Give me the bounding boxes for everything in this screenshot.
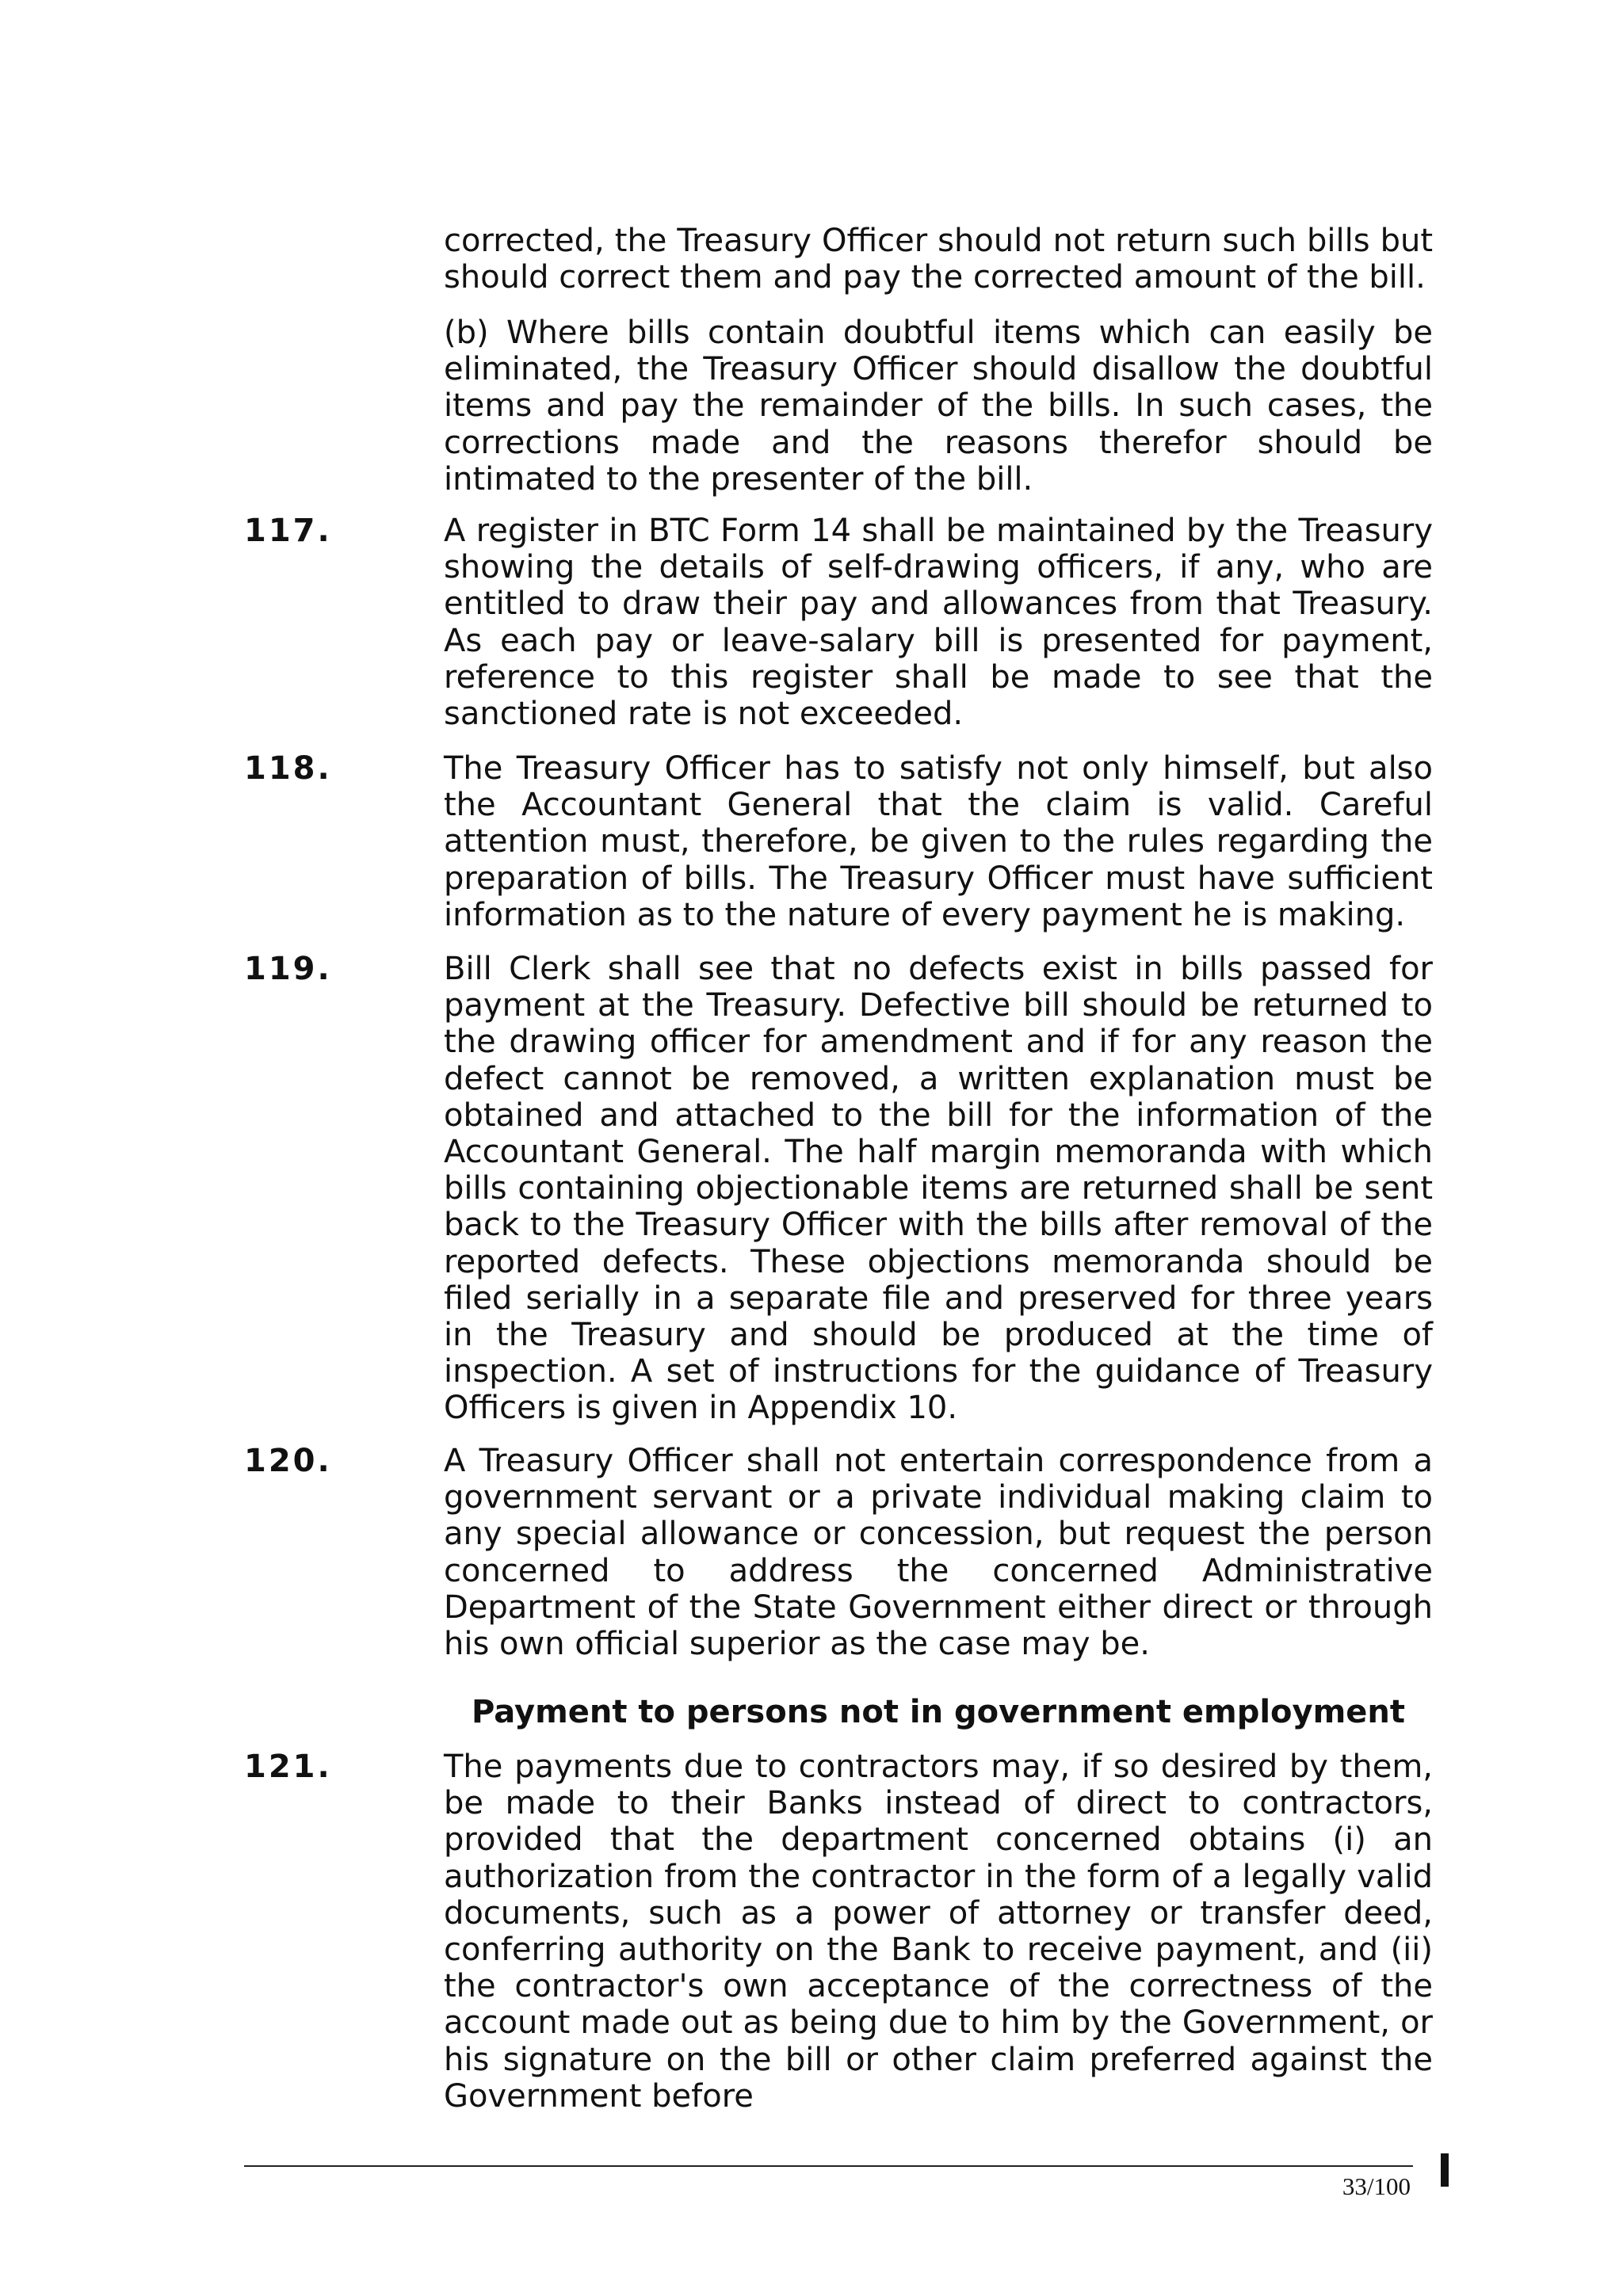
paragraph-120: A Treasury Officer shall not entertain correspondence from a government servant or a private individual making claim to any special allowance or concession, but request the person concerned to address the concerned Administrative Department of the State Government either direct or through his own official superior as the case may be. [444,1443,1433,1663]
section-number-117: 117. [244,513,332,549]
paragraph-b: (b) Where bills contain doubtful items which can easily be eliminated, the Treasury Officer should disallow the doubtful items and pay the remainder of the bills. In such cases, the corrections made and the reasons therefor should be intimated to the presenter of the bill. [444,315,1433,498]
paragraph-118: The Treasury Officer has to satisfy not only himself, but also the Accountant General that the claim is valid. Careful attention must, therefore, be given to the rules regarding the preparation of bills. The Treasury Officer must have sufficient information as to the nature of every payment he is making. [444,750,1433,933]
footer-rule [244,2165,1413,2167]
section-number-119: 119. [244,951,332,987]
section-number-120: 120. [244,1443,332,1479]
section-number-121: 121. [244,1749,332,1785]
paragraph-continuation: corrected, the Treasury Officer should not return such bills but should correct them and pay the corrected amount of the bill. [444,223,1433,296]
paragraph-119: Bill Clerk shall see that no defects exist in bills passed for payment at the Treasury. Defective bill should be returned to the drawing officer for amendment and if for any reason the defect cannot be removed, a written explanation must be obtained and attached to the bill for the information of the Accountant General. The half margin memoranda with which bills containing objectionable items are returned shall be sent back to the Treasury Officer with the bills after removal of the reported defects. These objections memoranda should be filed serially in a separate file and preserved for three years in the Treasury and should be produced at the time of inspection. A set of instructions for the guidance of Treasury Officers is given in Appendix 10. [444,951,1433,1427]
section-number-118: 118. [244,750,332,787]
page-number: 33/100 [1342,2172,1411,2200]
footer-bar [1441,2153,1449,2187]
paragraph-121: The payments due to contractors may, if so desired by them, be made to their Banks instead of direct to contractors, provided that the department concerned obtains (i) an authorization from the contractor in the form of a legally valid documents, such as a power of attorney or transfer deed, conferring authority on the Bank to receive payment, and (ii) the contractor's own acceptance of the correctness of the account made out as being due to him by the Government, or his signature on the bill or other claim preferred against the Government before [444,1749,1433,2115]
paragraph-117: A register in BTC Form 14 shall be maintained by the Treasury showing the details of self-drawing officers, if any, who are entitled to draw their pay and allowances from that Treasury. As each pay or leave-salary bill is presented for payment, reference to this register shall be made to see that the sanctioned rate is not exceeded. [444,513,1433,733]
section-heading: Payment to persons not in government employment [471,1694,1405,1730]
